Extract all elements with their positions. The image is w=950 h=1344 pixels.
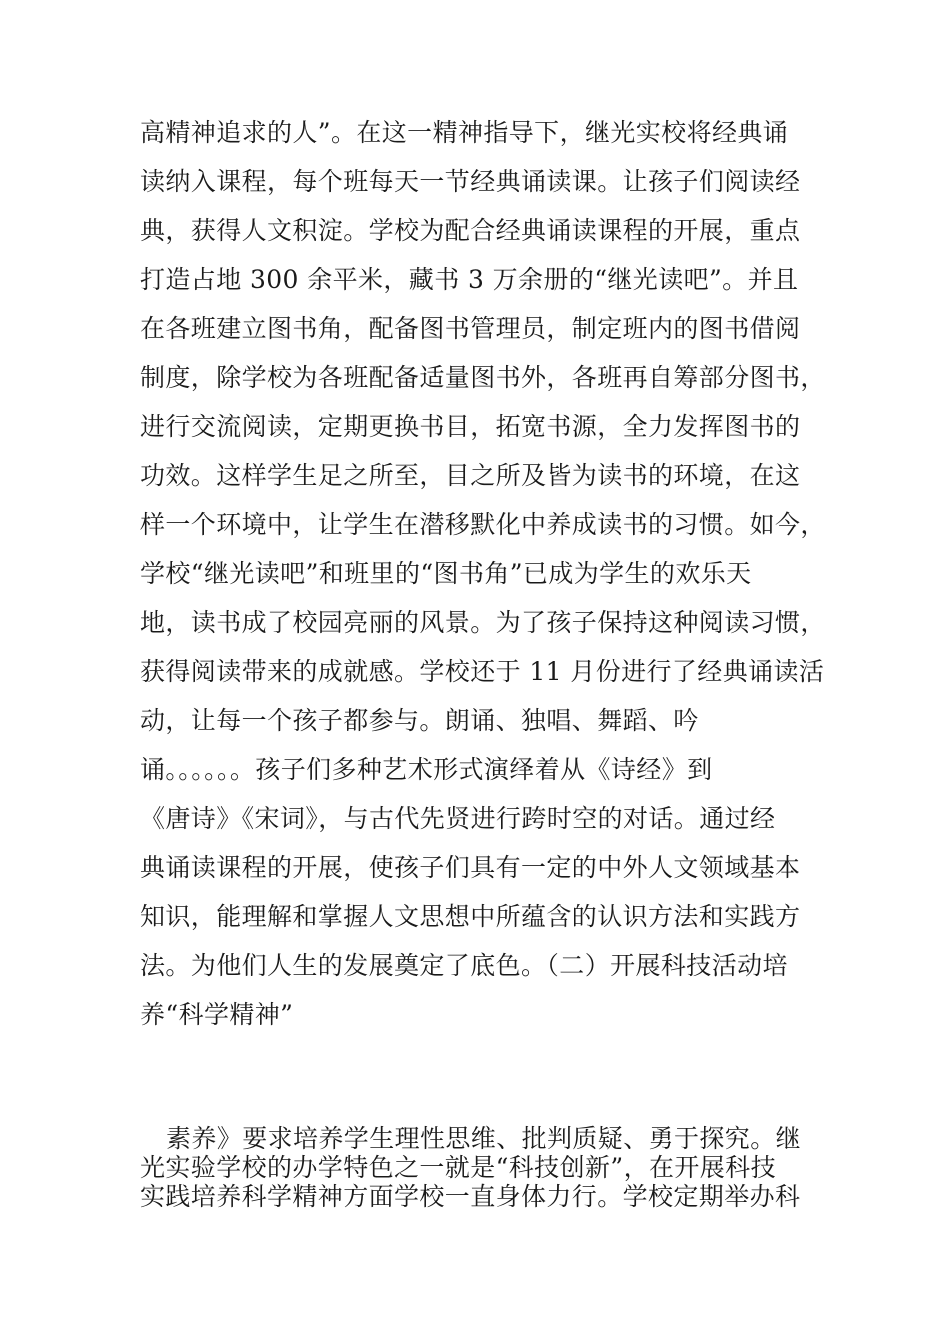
text-line: 打造占地 300 余平米，藏书 3 万余册的“继光读吧”。并且 bbox=[140, 265, 799, 294]
text-line: 《唐诗》《宋词》，与古代先贤进行跨时空的对话。通过经 bbox=[140, 804, 776, 833]
text-line: 样一个环境中，让学生在潜移默化中养成读书的习惯。如今， bbox=[140, 510, 826, 539]
text-line: 典诵读课程的开展，使孩子们具有一定的中外人文领域基本 bbox=[140, 853, 801, 882]
text-line: 动，让每一个孩子都参与。朗诵、独唱、舞蹈、吟 bbox=[140, 706, 699, 735]
text-line: 法。为他们人生的发展奠定了底色。（二）开展科技活动培 bbox=[140, 951, 788, 980]
text-line: 实践培养科学精神方面学校一直身体力行。学校定期举办科 bbox=[140, 1182, 801, 1211]
text-line: 典，获得人文积淀。学校为配合经典诵读课程的开展，重点 bbox=[140, 216, 801, 245]
paragraph-reading-culture bbox=[140, 108, 830, 1039]
paragraph-science-literacy bbox=[140, 1124, 830, 1211]
text-line: 地，读书成了校园亮丽的风景。为了孩子保持这种阅读习惯， bbox=[140, 608, 826, 637]
text-line: 诵。。。。。。孩子们多种艺术形式演绎着从《诗经》到 bbox=[140, 755, 713, 784]
text-line: 在各班建立图书角，配备图书管理员，制定班内的图书借阅 bbox=[140, 314, 801, 343]
text-line: 功效。这样学生足之所至，目之所及皆为读书的环境，在这 bbox=[140, 461, 801, 490]
text-line: 获得阅读带来的成就感。学校还于 11 月份进行了经典诵读活 bbox=[140, 657, 825, 686]
text-line: 制度，除学校为各班配备适量图书外，各班再自筹部分图书， bbox=[140, 363, 826, 392]
text-line: 高精神追求的人”。在这一精神指导下，继光实校将经典诵 bbox=[140, 118, 789, 147]
text-line: 读纳入课程，每个班每天一节经典诵读课。让孩子们阅读经 bbox=[140, 167, 801, 196]
text-line: 素养》要求培养学生理性思维、批判质疑、勇于探究。继 bbox=[166, 1124, 802, 1153]
text-line: 进行交流阅读，定期更换书目，拓宽书源，全力发挥图书的 bbox=[140, 412, 801, 441]
text-line: 知识，能理解和掌握人文思想中所蕴含的认识方法和实践方 bbox=[140, 902, 801, 931]
text-line: 养“科学精神” bbox=[140, 1000, 294, 1029]
text-line: 光实验学校的办学特色之一就是“科技创新”，在开展科技 bbox=[140, 1153, 776, 1182]
text-line: 学校“继光读吧”和班里的“图书角”已成为学生的欢乐天 bbox=[140, 559, 752, 588]
